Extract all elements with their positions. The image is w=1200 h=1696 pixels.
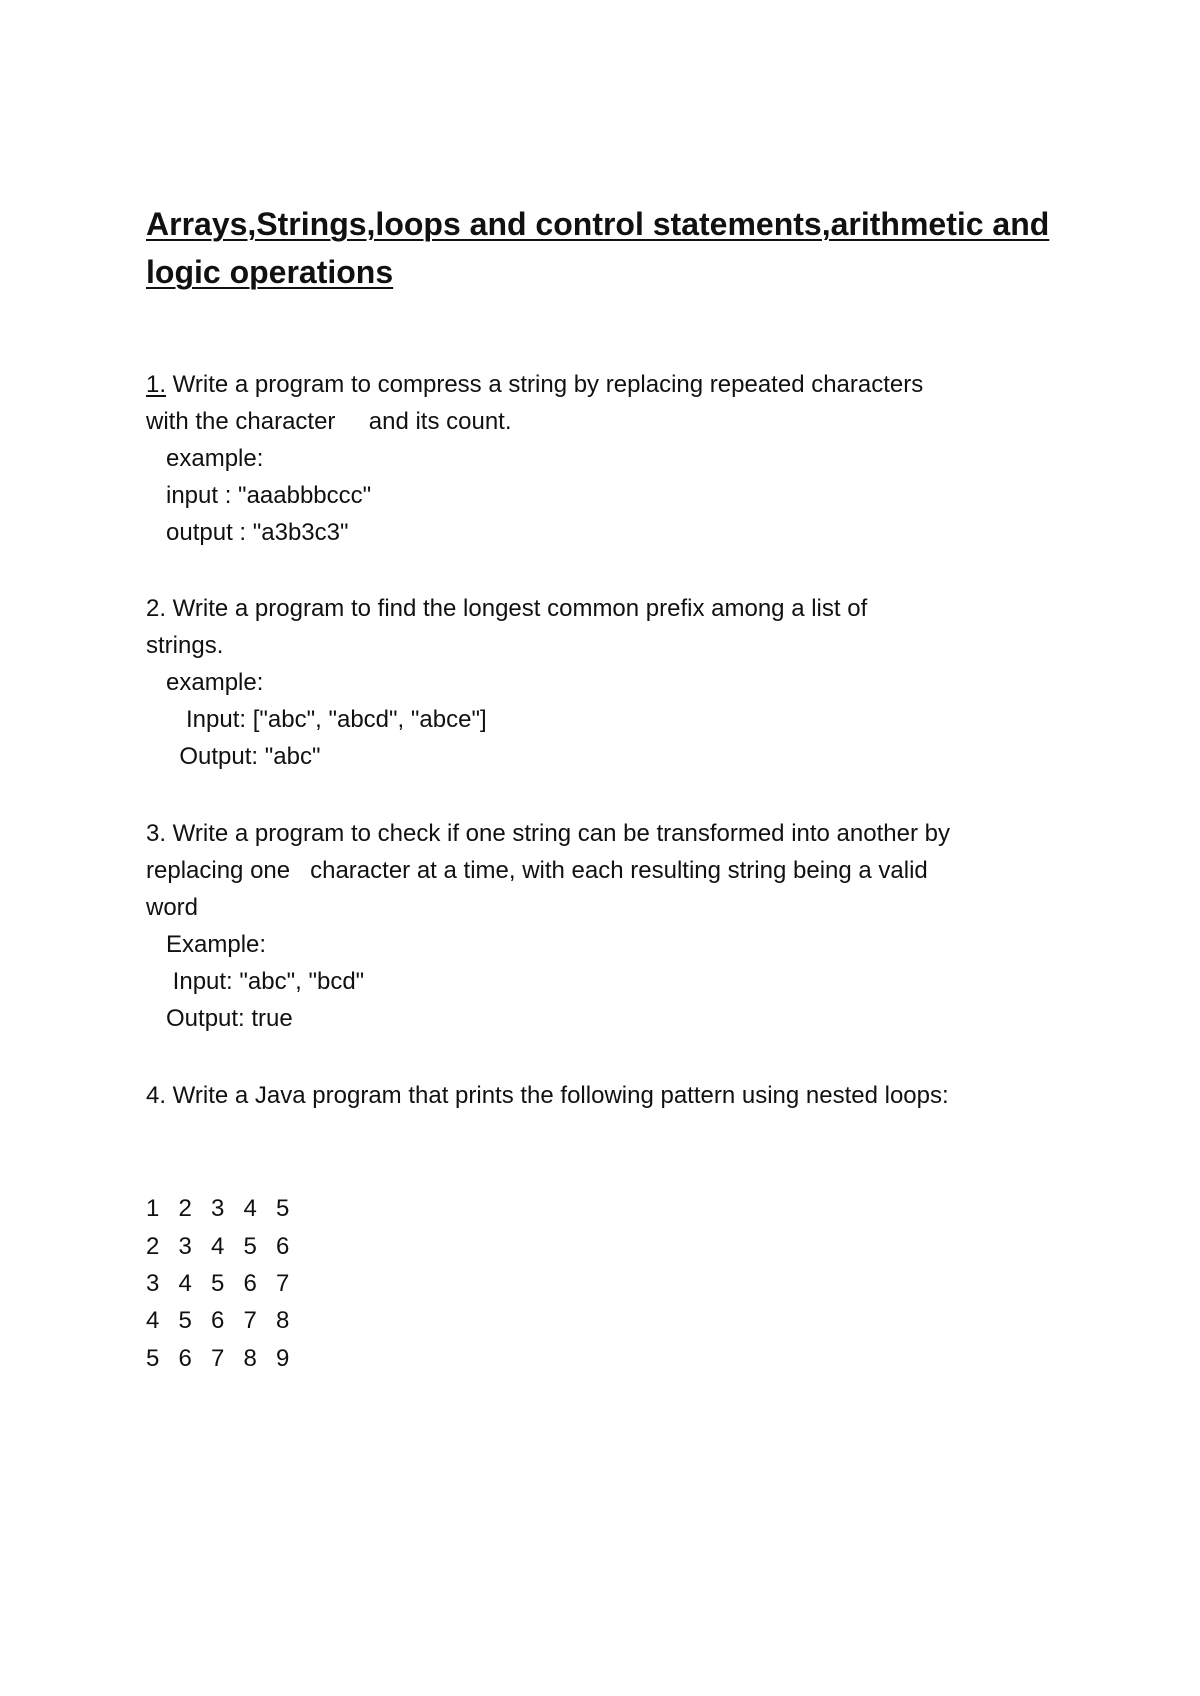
pattern-cell: 4 <box>178 1270 192 1297</box>
q1-example-output: output : "a3b3c3" <box>146 519 349 546</box>
q3-line-3: word <box>146 894 199 921</box>
q2-example-label: example: <box>146 669 264 696</box>
pattern-cell: 7 <box>211 1345 225 1372</box>
pattern-cell: 7 <box>276 1270 290 1297</box>
pattern-row <box>146 1302 309 1339</box>
q1-line-2: with the character and its count. <box>146 408 512 435</box>
pattern-cell: 2 <box>146 1233 160 1260</box>
q3-line-1: 3. Write a program to check if one string can be transformed into another by <box>146 820 950 847</box>
q2-line-2: strings. <box>146 632 224 659</box>
q2-line-1: 2. Write a program to find the longest common prefix among a list of <box>146 595 868 622</box>
pattern-cell: 9 <box>276 1345 290 1372</box>
pattern-cell: 2 <box>178 1195 192 1222</box>
q1-line-1 <box>146 366 923 403</box>
pattern-cell: 6 <box>276 1233 290 1260</box>
pattern-cell: 5 <box>276 1195 290 1222</box>
pattern-cell: 5 <box>178 1307 192 1334</box>
pattern-cell: 5 <box>211 1270 225 1297</box>
q2-example-input: Input: ["abc", "abcd", "abce"] <box>146 706 487 733</box>
pattern-cell: 6 <box>178 1345 192 1372</box>
pattern-cell: 4 <box>211 1233 225 1260</box>
pattern-cell: 5 <box>146 1345 160 1372</box>
pattern-cell: 3 <box>146 1270 160 1297</box>
q3-line-2: replacing one character at a time, with each resulting string being a valid <box>146 857 928 884</box>
pattern-row <box>146 1340 309 1377</box>
document-title: Arrays,Strings,loops and control statements,arithmetic and logic operations <box>146 206 1050 290</box>
q1-number: 1. <box>146 371 167 398</box>
pattern-cell: 5 <box>243 1233 257 1260</box>
q1-line-1-text: Write a program to compress a string by replacing repeated characters <box>166 371 924 398</box>
pattern-cell: 4 <box>243 1195 257 1222</box>
pattern-cell: 6 <box>243 1270 257 1297</box>
pattern-cell: 1 <box>146 1195 160 1222</box>
pattern-row <box>146 1265 309 1302</box>
q3-example-output: Output: true <box>146 1005 293 1032</box>
pattern-cell: 8 <box>276 1307 290 1334</box>
q2-example-output: Output: "abc" <box>146 743 321 770</box>
pattern-row <box>146 1228 309 1265</box>
pattern-row <box>146 1190 309 1227</box>
q3-example-input: Input: "abc", "bcd" <box>146 968 365 995</box>
pattern-cell: 8 <box>243 1345 257 1372</box>
q3-example-label: Example: <box>146 931 267 958</box>
q4-line-1: 4. Write a Java program that prints the following pattern using nested loops: <box>146 1082 949 1109</box>
pattern-cell: 6 <box>211 1307 225 1334</box>
pattern-cell: 3 <box>178 1233 192 1260</box>
q1-example-input: input : "aaabbbccc" <box>146 482 372 509</box>
q1-example-label: example: <box>146 445 264 472</box>
pattern-cell: 3 <box>211 1195 225 1222</box>
pattern-cell: 4 <box>146 1307 160 1334</box>
pattern-cell: 7 <box>243 1307 257 1334</box>
